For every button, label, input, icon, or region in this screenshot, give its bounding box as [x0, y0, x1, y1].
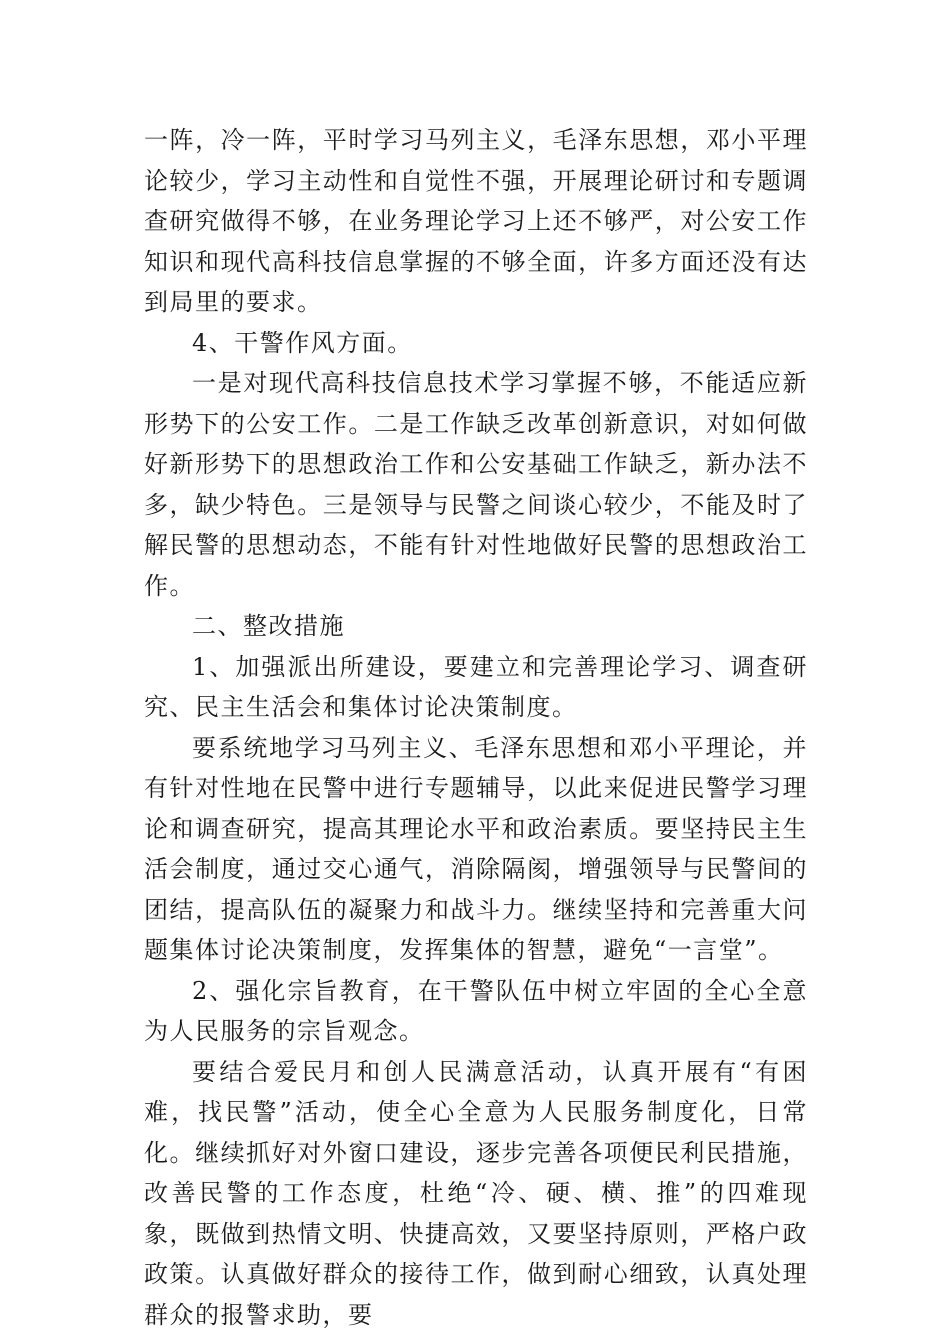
paragraph-work-style: 一是对现代高科技信息技术学习掌握不够，不能适应新形势下的公安工作。二是工作缺乏改革创新意识，对如何做好新形势下的思想政治工作和公安基础工作缺乏，新办法不多，缺少特色。三是领导与民警之间谈心较少，不能及时了解民警的思想动态，不能有针对性地做好民警的思想政治工作。 [144, 369, 808, 600]
paragraph-theory-study: 要系统地学习马列主义、毛泽东思想和邓小平理论，并有针对性地在民警中进行专题辅导，以此来促进民警学习理论和调查研究，提高其理论水平和政治素质。要坚持民主生活会制度，通过交心通气，消除隔阂，增强领导与民警间的团结，提高队伍的凝聚力和战斗力。继续坚持和完善重大问题集体讨论决策制度，发挥集体的智慧，避免“一言堂”。 [144, 733, 808, 964]
paragraph-heading-1: 1、加强派出所建设，要建立和完善理论学习、调查研究、民主生活会和集体讨论决策制度。 [144, 652, 808, 721]
section-heading-measures: 二、整改措施 [192, 612, 345, 640]
paragraph-heading-2: 2、强化宗旨教育，在干警队伍中树立牢固的全心全意为人民服务的宗旨观念。 [144, 976, 808, 1045]
document-body [144, 120, 808, 1335]
paragraph-continuation: 一阵，冷一阵，平时学习马列主义，毛泽东思想，邓小平理论较少，学习主动性和自觉性不强，开展理论研讨和专题调查研究做得不够，在业务理论学习上还不够严，对公安工作知识和现代高科技信息掌握的不够全面，许多方面还没有达到局里的要求。 [144, 126, 808, 316]
paragraph-service: 要结合爱民月和创人民满意活动，认真开展有“有困难，找民警”活动，使全心全意为人民服务制度化，日常化。继续抓好对外窗口建设，逐步完善各项便民利民措施，改善民警的工作态度，杜绝“冷、硬、横、推”的四难现象，既做到热情文明、快捷高效，又要坚持原则，严格户政政策。认真做好群众的接待工作，做到耐心细致，认真处理群众的报警求助，要 [144, 1057, 808, 1329]
paragraph-heading-4: 4、干警作风方面。 [192, 328, 413, 357]
